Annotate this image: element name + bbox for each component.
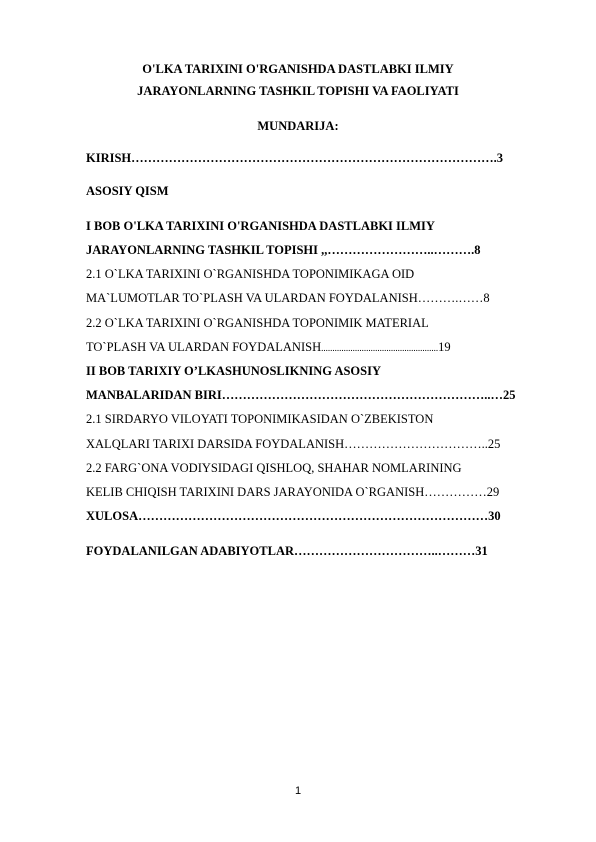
toc-entry-2-1-line1: 2.1 O`LKA TARIXINI O`RGANISHDA TOPONIMIKAGA OID	[86, 267, 415, 281]
contents-heading: MUNDARIJA:	[257, 119, 339, 133]
toc-entry-bob2-line2: MANBALARIDAN BIRI………………………………………………………..…25	[86, 388, 516, 402]
toc-entry-bob1-line1: I BOB O'LKA TARIXINI O'RGANISHDA DASTLABKI ILMIY	[86, 219, 435, 233]
title-line-1: O'LKA TARIXINI O'RGANISHDA DASTLABKI ILMIY	[142, 62, 454, 76]
toc-entry-bob2-line1: II BOB TARIXIY O’LKASHUNOSLIKNING ASOSIY	[86, 364, 381, 378]
toc-entry-bob1-line2: JARAYONLARNING TASHKIL TOPISHI ,,……………………..……….8	[86, 243, 481, 257]
toc-entry-2-1b-line1: 2.1 SIRDARYO VILOYATI TOPONIMIKASIDAN O`ZBEKISTON	[86, 412, 434, 426]
title-line-2: JARAYONLARNING TASHKIL TOPISHI VA FAOLIYATI	[137, 84, 459, 98]
toc-entry-2-2b-line1: 2.2 FARG`ONA VODIYSIDAGI QISHLOQ, SHAHAR NOMLARINING	[86, 461, 462, 475]
toc-entry-2-2-leader-dots: ....................................................	[321, 343, 439, 353]
page-number: 1	[294, 785, 302, 797]
toc-entry-2-2b-line2: KELIB CHIQISH TARIXINI DARS JARAYONIDA O`RGANISH……………29	[86, 485, 500, 499]
toc-entry-xulosa: XULOSA…………………………………………………………………………30	[86, 509, 501, 523]
toc-entry-2-2-page: 19	[438, 340, 451, 354]
toc-entry-adabiyotlar: FOYDALANILGAN ADABIYOTLAR……………………………..………31	[86, 544, 488, 558]
toc-entry-kirish: KIRISH…………………………………………………………………………….3	[86, 151, 504, 165]
toc-entry-2-1b-line2: XALQLARI TARIXI DARSIDA FOYDALANISH……………………………..25	[86, 437, 501, 451]
toc-entry-2-2-text: TO`PLASH VA ULARDAN FOYDALANISH	[86, 340, 322, 354]
toc-entry-2-2-line1: 2.2 O`LKA TARIXINI O`RGANISHDA TOPONIMIK MATERIAL	[86, 316, 429, 330]
toc-entry-2-2-line2	[86, 339, 451, 356]
toc-entry-asosiy-qism: ASOSIY QISM	[86, 184, 169, 198]
toc-entry-2-1-line2: MA`LUMOTLAR TO`PLASH VA ULARDAN FOYDALANISH……….……8	[86, 291, 490, 305]
